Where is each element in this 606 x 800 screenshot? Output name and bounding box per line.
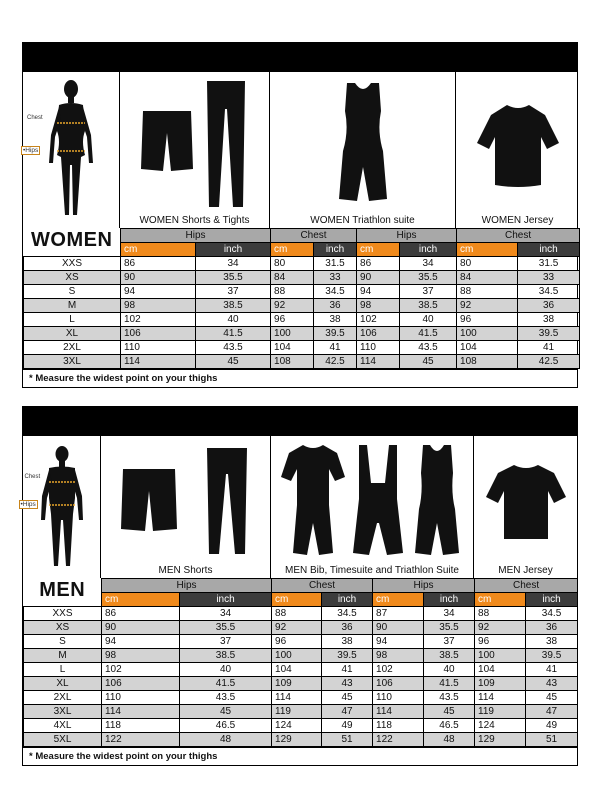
inch-value-cell: 39.5	[314, 327, 357, 341]
inch-value-cell: 45	[424, 705, 475, 719]
inch-value-cell: 33	[518, 271, 580, 285]
cm-value-cell: 96	[271, 313, 314, 327]
cm-value-cell: 84	[457, 271, 518, 285]
men-footnote: * Measure the widest point on your thighs	[23, 747, 577, 765]
inch-value-cell: 47	[526, 705, 578, 719]
size-cell: XS	[24, 621, 102, 635]
inch-value-cell: 43.5	[400, 341, 457, 355]
women-jersey-caption: WOMEN Jersey	[481, 215, 554, 226]
cm-value-cell: 90	[373, 621, 424, 635]
inch-value-cell: 51	[526, 733, 578, 747]
inch-value-cell: 34.5	[314, 285, 357, 299]
group-header: Chest	[457, 229, 580, 243]
inch-value-cell: 41	[518, 341, 580, 355]
table-row	[24, 355, 580, 369]
inch-value-cell: 34	[180, 607, 272, 621]
cm-value-cell: 114	[121, 355, 196, 369]
size-cell: L	[24, 663, 102, 677]
inch-value-cell: 45	[400, 355, 457, 369]
cm-value-cell: 94	[121, 285, 196, 299]
tights-icon	[201, 79, 251, 209]
cm-value-cell: 106	[373, 677, 424, 691]
table-row	[24, 691, 578, 705]
inch-value-cell: 42.5	[518, 355, 580, 369]
women-trisuit-caption: WOMEN Triathlon suite	[310, 215, 415, 226]
table-row	[24, 341, 580, 355]
table-row	[24, 257, 580, 271]
cm-value-cell: 102	[357, 313, 400, 327]
inch-value-cell: 39.5	[526, 649, 578, 663]
inch-value-cell: 41	[314, 341, 357, 355]
size-cell: XL	[24, 327, 121, 341]
shorts-icon	[139, 109, 195, 179]
women-size-chart	[22, 42, 578, 388]
table-row	[24, 621, 578, 635]
inch-value-cell: 38.5	[180, 649, 272, 663]
chest-label: Chest	[24, 474, 41, 480]
inch-value-cell: 34	[196, 257, 271, 271]
size-cell: S	[24, 285, 121, 299]
inch-value-cell: 39.5	[518, 327, 580, 341]
cm-value-cell: 100	[272, 649, 322, 663]
men-size-table	[23, 578, 578, 747]
female-silhouette-icon	[41, 75, 101, 225]
cm-value-cell: 106	[102, 677, 180, 691]
unit-cm: cm	[357, 243, 400, 257]
cm-value-cell: 108	[457, 355, 518, 369]
size-cell: 2XL	[24, 341, 121, 355]
unit-cm: cm	[272, 593, 322, 607]
cm-value-cell: 86	[357, 257, 400, 271]
cm-value-cell: 114	[357, 355, 400, 369]
cm-value-cell: 88	[272, 607, 322, 621]
women-trisuit-cell	[270, 72, 456, 228]
table-row	[24, 285, 580, 299]
cm-value-cell: 108	[271, 355, 314, 369]
cm-value-cell: 110	[373, 691, 424, 705]
cm-value-cell: 104	[475, 663, 526, 677]
inch-value-cell: 37	[400, 285, 457, 299]
inch-value-cell: 34	[400, 257, 457, 271]
inch-value-cell: 47	[322, 705, 373, 719]
table-row	[24, 327, 580, 341]
table-row	[24, 299, 580, 313]
table-row	[24, 733, 578, 747]
inch-value-cell: 31.5	[518, 257, 580, 271]
cm-value-cell: 102	[102, 663, 180, 677]
unit-cm: cm	[271, 243, 314, 257]
men-bib-caption: MEN Bib, Timesuite and Triathlon Suite	[285, 565, 459, 576]
women-label: WOMEN	[24, 229, 121, 257]
cm-value-cell: 102	[373, 663, 424, 677]
men-jersey-cell	[474, 436, 577, 578]
size-cell: S	[24, 635, 102, 649]
inch-value-cell: 40	[196, 313, 271, 327]
cm-value-cell: 98	[121, 299, 196, 313]
hips-label: •Hips	[20, 501, 36, 508]
cm-value-cell: 122	[373, 733, 424, 747]
cm-value-cell: 80	[457, 257, 518, 271]
cm-value-cell: 102	[121, 313, 196, 327]
inch-value-cell: 31.5	[314, 257, 357, 271]
unit-cm: cm	[102, 593, 180, 607]
cm-value-cell: 124	[475, 719, 526, 733]
group-header: Hips	[121, 229, 271, 243]
cm-value-cell: 109	[272, 677, 322, 691]
inch-value-cell: 37	[424, 635, 475, 649]
unit-inch: inch	[424, 593, 475, 607]
cm-value-cell: 86	[102, 607, 180, 621]
inch-value-cell: 38	[518, 313, 580, 327]
hips-label: •Hips	[23, 147, 39, 154]
cm-value-cell: 92	[457, 299, 518, 313]
group-header: Hips	[357, 229, 457, 243]
inch-value-cell: 34.5	[518, 285, 580, 299]
inch-value-cell: 48	[180, 733, 272, 747]
inch-value-cell: 43	[526, 677, 578, 691]
inch-value-cell: 40	[180, 663, 272, 677]
cm-value-cell: 80	[271, 257, 314, 271]
cm-value-cell: 92	[475, 621, 526, 635]
size-cell: 4XL	[24, 719, 102, 733]
table-row	[24, 635, 578, 649]
men-body-figure	[20, 436, 101, 578]
unit-inch: inch	[180, 593, 272, 607]
size-cell: L	[24, 313, 121, 327]
cm-value-cell: 87	[373, 607, 424, 621]
inch-value-cell: 41	[526, 663, 578, 677]
size-cell: 5XL	[24, 733, 102, 747]
men-label: MEN	[24, 579, 102, 607]
cm-value-cell: 106	[357, 327, 400, 341]
men-jersey-icon	[484, 461, 568, 541]
size-cell: XXS	[24, 607, 102, 621]
cm-value-cell: 106	[121, 327, 196, 341]
cm-value-cell: 118	[102, 719, 180, 733]
inch-value-cell: 45	[196, 355, 271, 369]
men-shorts-cell	[101, 436, 271, 578]
inch-value-cell: 33	[314, 271, 357, 285]
inch-value-cell: 40	[424, 663, 475, 677]
women-body-figure	[23, 72, 120, 228]
table-row	[24, 607, 578, 621]
cm-value-cell: 129	[475, 733, 526, 747]
inch-value-cell: 49	[322, 719, 373, 733]
unit-cm: cm	[457, 243, 518, 257]
cm-value-cell: 98	[102, 649, 180, 663]
men-size-chart	[22, 406, 578, 766]
men-shorts-icon	[119, 467, 179, 535]
cm-value-cell: 90	[102, 621, 180, 635]
cm-value-cell: 90	[357, 271, 400, 285]
inch-value-cell: 43.5	[424, 691, 475, 705]
cm-value-cell: 84	[271, 271, 314, 285]
cm-value-cell: 129	[272, 733, 322, 747]
women-jersey-cell	[456, 72, 579, 228]
chest-label: Chest	[27, 115, 43, 121]
inch-value-cell: 43.5	[196, 341, 271, 355]
unit-inch: inch	[314, 243, 357, 257]
inch-value-cell: 41.5	[196, 327, 271, 341]
cm-value-cell: 114	[272, 691, 322, 705]
women-trisuit-icon	[333, 81, 393, 206]
cm-value-cell: 124	[272, 719, 322, 733]
inch-value-cell: 41.5	[424, 677, 475, 691]
inch-value-cell: 41.5	[400, 327, 457, 341]
cm-value-cell: 94	[373, 635, 424, 649]
inch-value-cell: 38.5	[424, 649, 475, 663]
bib-shorts-icon	[349, 443, 407, 558]
unit-cm: cm	[373, 593, 424, 607]
cm-value-cell: 98	[373, 649, 424, 663]
table-row	[24, 663, 578, 677]
size-cell: M	[24, 299, 121, 313]
inch-value-cell: 45	[526, 691, 578, 705]
table-row	[24, 313, 580, 327]
cm-value-cell: 86	[121, 257, 196, 271]
cm-value-cell: 119	[272, 705, 322, 719]
table-row	[24, 705, 578, 719]
cm-value-cell: 88	[457, 285, 518, 299]
inch-value-cell: 39.5	[322, 649, 373, 663]
inch-value-cell: 34	[424, 607, 475, 621]
cm-value-cell: 118	[373, 719, 424, 733]
inch-value-cell: 41	[322, 663, 373, 677]
cm-value-cell: 114	[102, 705, 180, 719]
size-cell: XS	[24, 271, 121, 285]
unit-cm: cm	[475, 593, 526, 607]
inch-value-cell: 45	[180, 705, 272, 719]
inch-value-cell: 51	[322, 733, 373, 747]
inch-value-cell: 34.5	[322, 607, 373, 621]
women-shorts-caption: WOMEN Shorts & Tights	[139, 215, 250, 226]
inch-value-cell: 46.5	[180, 719, 272, 733]
men-header-bar	[23, 407, 577, 435]
cm-value-cell: 104	[457, 341, 518, 355]
cm-value-cell: 92	[271, 299, 314, 313]
inch-value-cell: 38.5	[196, 299, 271, 313]
cm-value-cell: 110	[357, 341, 400, 355]
cm-value-cell: 104	[271, 341, 314, 355]
size-cell: 3XL	[24, 705, 102, 719]
inch-value-cell: 35.5	[196, 271, 271, 285]
men-bib-trisuit-cell	[271, 436, 474, 578]
size-cell: 2XL	[24, 691, 102, 705]
inch-value-cell: 38	[322, 635, 373, 649]
unit-inch: inch	[400, 243, 457, 257]
cm-value-cell: 96	[272, 635, 322, 649]
cm-value-cell: 88	[475, 607, 526, 621]
cm-value-cell: 96	[457, 313, 518, 327]
inch-value-cell: 37	[196, 285, 271, 299]
male-silhouette-icon	[37, 442, 87, 572]
unit-inch: inch	[518, 243, 580, 257]
size-cell: XL	[24, 677, 102, 691]
inch-value-cell: 36	[314, 299, 357, 313]
cm-value-cell: 114	[373, 705, 424, 719]
cm-value-cell: 122	[102, 733, 180, 747]
cm-value-cell: 98	[357, 299, 400, 313]
cm-value-cell: 90	[121, 271, 196, 285]
cm-value-cell: 119	[475, 705, 526, 719]
cm-value-cell: 109	[475, 677, 526, 691]
inch-value-cell: 49	[526, 719, 578, 733]
women-shorts-tights-cell	[120, 72, 270, 228]
group-header: Chest	[271, 229, 357, 243]
inch-value-cell: 42.5	[314, 355, 357, 369]
inch-value-cell: 35.5	[424, 621, 475, 635]
group-header: Hips	[373, 579, 475, 593]
inch-value-cell: 45	[322, 691, 373, 705]
cm-value-cell: 94	[357, 285, 400, 299]
inch-value-cell: 36	[518, 299, 580, 313]
cm-value-cell: 100	[457, 327, 518, 341]
cm-value-cell: 88	[271, 285, 314, 299]
men-trisuit-icon	[411, 443, 463, 558]
unit-cm: cm	[121, 243, 196, 257]
men-shorts-caption: MEN Shorts	[158, 565, 213, 576]
size-cell: XXS	[24, 257, 121, 271]
cm-value-cell: 96	[475, 635, 526, 649]
cm-value-cell: 110	[102, 691, 180, 705]
unit-inch: inch	[196, 243, 271, 257]
group-header: Chest	[475, 579, 578, 593]
inch-value-cell: 38	[526, 635, 578, 649]
cm-value-cell: 100	[475, 649, 526, 663]
men-tights-icon	[201, 446, 253, 556]
women-size-table	[23, 228, 580, 369]
cm-value-cell: 92	[272, 621, 322, 635]
inch-value-cell: 34.5	[526, 607, 578, 621]
inch-value-cell: 43.5	[180, 691, 272, 705]
table-row	[24, 677, 578, 691]
size-cell: 3XL	[24, 355, 121, 369]
group-header: Hips	[102, 579, 272, 593]
size-cell: M	[24, 649, 102, 663]
inch-value-cell: 37	[180, 635, 272, 649]
table-row	[24, 719, 578, 733]
inch-value-cell: 43	[322, 677, 373, 691]
men-jersey-caption: MEN Jersey	[498, 565, 553, 576]
cm-value-cell: 114	[475, 691, 526, 705]
inch-value-cell: 41.5	[180, 677, 272, 691]
women-jersey-icon	[473, 99, 563, 189]
inch-value-cell: 36	[322, 621, 373, 635]
inch-value-cell: 35.5	[400, 271, 457, 285]
unit-inch: inch	[322, 593, 373, 607]
unit-inch: inch	[526, 593, 578, 607]
inch-value-cell: 48	[424, 733, 475, 747]
women-header-bar	[23, 43, 577, 71]
women-footnote: * Measure the widest point on your thighs	[23, 369, 577, 387]
cm-value-cell: 110	[121, 341, 196, 355]
inch-value-cell: 46.5	[424, 719, 475, 733]
table-row	[24, 271, 580, 285]
cm-value-cell: 94	[102, 635, 180, 649]
group-header: Chest	[272, 579, 373, 593]
table-row	[24, 649, 578, 663]
inch-value-cell: 38	[314, 313, 357, 327]
inch-value-cell: 35.5	[180, 621, 272, 635]
inch-value-cell: 38.5	[400, 299, 457, 313]
cm-value-cell: 100	[271, 327, 314, 341]
inch-value-cell: 40	[400, 313, 457, 327]
timesuite-icon	[281, 443, 345, 558]
inch-value-cell: 36	[526, 621, 578, 635]
cm-value-cell: 104	[272, 663, 322, 677]
